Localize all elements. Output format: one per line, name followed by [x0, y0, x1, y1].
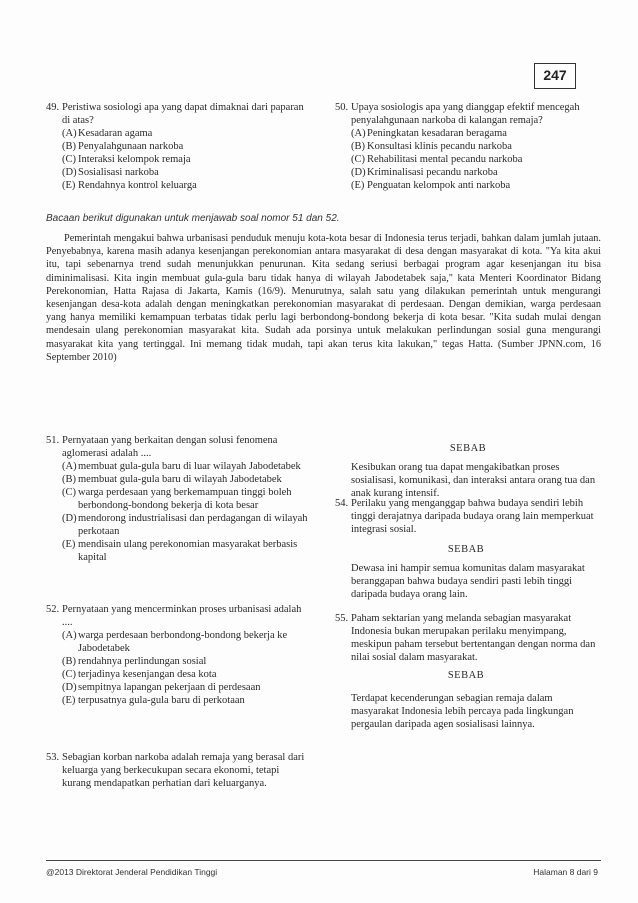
option-letter: (E) — [62, 180, 76, 191]
question-stem: Pernyataan yang berkaitan dengan solusi fenomena aglomerasi adalah .... — [62, 435, 278, 459]
question-51 — [46, 434, 308, 564]
option-c — [46, 486, 308, 512]
sebab-label: SEBAB — [449, 443, 487, 454]
option-letter: (A) — [62, 461, 77, 472]
option-text: Peningkatan kesadaran beragama — [367, 128, 507, 139]
question-49 — [46, 101, 308, 192]
question-number: 53. — [46, 752, 60, 763]
footer-page-info: Halaman 8 dari 9 — [533, 867, 598, 877]
question-55 — [335, 612, 597, 731]
option-text: Penyalahgunaan narkoba — [78, 141, 184, 152]
footer-divider — [46, 860, 601, 861]
option-letter: (A) — [62, 128, 77, 139]
question-53 — [46, 751, 308, 790]
option-letter: (A) — [62, 630, 77, 641]
option-letter: (C) — [62, 154, 76, 165]
question-50 — [335, 101, 597, 192]
option-letter: (D) — [62, 167, 77, 178]
option-text: Rehabilitasi mental pecandu narkoba — [367, 154, 523, 165]
option-text: Penguatan kelompok anti narkoba — [367, 180, 511, 191]
sebab-label: SEBAB — [447, 670, 485, 681]
option-text: sempitnya lapangan pekerjaan di perdesaan — [78, 682, 261, 693]
option-text: mendorong industrialisasi dan perdagangan di wilayah perkotaan — [78, 513, 308, 537]
question-54 — [335, 497, 597, 601]
option-letter: (D) — [351, 167, 366, 178]
option-e — [46, 538, 308, 564]
option-text: terpusatnya gula-gula baru di perkotaan — [78, 695, 245, 706]
option-letter: (E) — [62, 539, 76, 550]
option-text: Rendahnya kontrol keluarga — [78, 180, 197, 191]
option-c — [46, 153, 308, 166]
option-letter: (E) — [62, 695, 76, 706]
option-letter: (D) — [62, 682, 77, 693]
option-a — [335, 127, 597, 140]
question-stem: Paham sektarian yang melanda sebagian masyarakat Indonesia bukan merupakan perilaku menyimpang, meskipun paham tersebut bertentangan dengan norma dan nilai sosial dalam masyarakat. — [351, 613, 596, 663]
option-d — [46, 512, 308, 538]
question-stem: Perilaku yang menganggap bahwa budaya sendiri lebih tinggi derajatnya daripada budaya orang lain memperkuat integrasi sosial. — [351, 498, 594, 535]
reading-instruction: Bacaan berikut digunakan untuk menjawab soal nomor 51 dan 52. — [46, 213, 340, 224]
question-stem: Pernyataan yang mencerminkan proses urbanisasi adalah .... — [62, 604, 302, 628]
option-b — [335, 140, 597, 153]
question-number: 54. — [335, 498, 349, 509]
reason-text: Terdapat kecenderungan sebagian remaja dalam masyarakat Indonesia lebih percaya pada lingkungan pergaulan daripada agen sosialisasi lainnya. — [351, 693, 574, 730]
option-letter: (B) — [62, 474, 76, 485]
option-e — [46, 694, 308, 707]
question-stem: Upaya sosiologis apa yang dianggap efektif mencegah penyalahgunaan narkoba di kalangan remaja? — [351, 102, 580, 126]
option-text: Interaksi kelompok remaja — [78, 154, 191, 165]
option-b — [46, 655, 308, 668]
option-text: terjadinya kesenjangan desa kota — [78, 669, 217, 680]
option-a — [46, 629, 308, 655]
option-letter: (C) — [62, 487, 76, 498]
question-number: 52. — [46, 604, 60, 615]
question-stem: Peristiwa sosiologi apa yang dapat dimaknai dari paparan di atas? — [62, 102, 304, 126]
option-e — [46, 179, 308, 192]
option-d — [46, 681, 308, 694]
q53-reason-block — [335, 442, 601, 500]
option-text: Kesadaran agama — [78, 128, 153, 139]
reading-passage: Pemerintah mengakui bahwa urbanisasi penduduk menuju kota-kota besar di Indonesia terus terjadi, bahkan dalam jumlah jutaan. Penyebabnya, karena masih adanya kesenjangan perekonomian antara masyarakat di desa dengan masyarakat di kota. "Ya kita akui itu, tapi sebenarnya trend sudah menunjukkan penurunan. Kita sedang seriusi berbagai program agar kesenjangan itu bisa diminimalisasi. Kita ingin membuat gula-gula baru tidak hanya di wilayah Jabodetabek saja," kata Menteri Koordinator Bidang Perekonomian, Hatta Rajasa di Jakarta, Kamis (16/9). Menurutnya, salah satu yang dilakukan pemerintah untuk mengurangi kesenjangan desa-kota adalah dengan meningkatkan perekonomian masyarakat di perdesaan. Dengan demikian, warga perdesaan yang hanya memiliki kemampuan terbatas tidak perlu lagi berbondong-bondong bekerja di kota besar. "Kita sudah mulai dengan mendesain ulang perekonomian masyarakat kita. Sudah ada porsinya untuk melakukan perlindungan sosial guna mengurangi masyarakat kita yang tertinggal. Ini memang tidak mudah, tapi akan terus kita lakukan," tegas Hatta. (Sumber JPNN.com, 16 September 2010) — [46, 233, 601, 363]
option-text: Kriminalisasi pecandu narkoba — [367, 167, 498, 178]
option-text: mendisain ulang perekonomian masyarakat berbasis kapital — [78, 539, 298, 563]
option-letter: (A) — [351, 128, 366, 139]
question-number: 50. — [335, 102, 349, 113]
option-text: Sosialisasi narkoba — [78, 167, 159, 178]
option-text: warga perdesaan berbondong-bondong bekerja ke Jabodetabek — [78, 630, 288, 654]
option-letter: (D) — [62, 513, 77, 524]
option-c — [335, 153, 597, 166]
question-52 — [46, 603, 308, 707]
reason-text: Dewasa ini hampir semua komunitas dalam masyarakat beranggapan bahwa budaya sendiri pasti lebih tinggi daripada budaya orang lain. — [351, 563, 585, 600]
option-b — [46, 473, 308, 486]
option-text: rendahnya perlindungan sosial — [78, 656, 207, 667]
question-number: 55. — [335, 613, 349, 624]
option-text: membuat gula-gula baru di wilayah Jabodetabek — [78, 474, 282, 485]
option-a — [46, 127, 308, 140]
sebab-label: SEBAB — [447, 544, 485, 555]
page-number-box: 247 — [534, 63, 576, 89]
option-e — [335, 179, 597, 192]
option-letter: (B) — [62, 656, 76, 667]
option-text: Konsultasi klinis pecandu narkoba — [367, 141, 512, 152]
option-b — [46, 140, 308, 153]
option-letter: (B) — [351, 141, 365, 152]
reason-text: Kesibukan orang tua dapat mengakibatkan proses sosialisasi, komunikasi, dan interaksi antara orang tua dan anak kurang intensif. — [351, 462, 596, 499]
option-d — [335, 166, 597, 179]
option-text: membuat gula-gula baru di luar wilayah Jabodetabek — [78, 461, 301, 472]
option-c — [46, 668, 308, 681]
question-stem: Sebagian korban narkoba adalah remaja yang berasal dari keluarga yang berkecukupan secara ekonomi, tetapi kurang mendapatkan perhatian dari keluarganya. — [62, 752, 305, 789]
question-number: 49. — [46, 102, 60, 113]
question-number: 51. — [46, 435, 60, 446]
option-letter: (E) — [351, 180, 365, 191]
option-text: warga perdesaan yang berkemampuan tinggi boleh berbondong-bondong bekerja di kota besar — [78, 487, 292, 511]
option-letter: (B) — [62, 141, 76, 152]
option-letter: (C) — [62, 669, 76, 680]
footer-copyright: @2013 Direktorat Jenderal Pendidikan Tinggi — [46, 867, 218, 877]
option-letter: (C) — [351, 154, 365, 165]
option-d — [46, 166, 308, 179]
option-a — [46, 460, 308, 473]
